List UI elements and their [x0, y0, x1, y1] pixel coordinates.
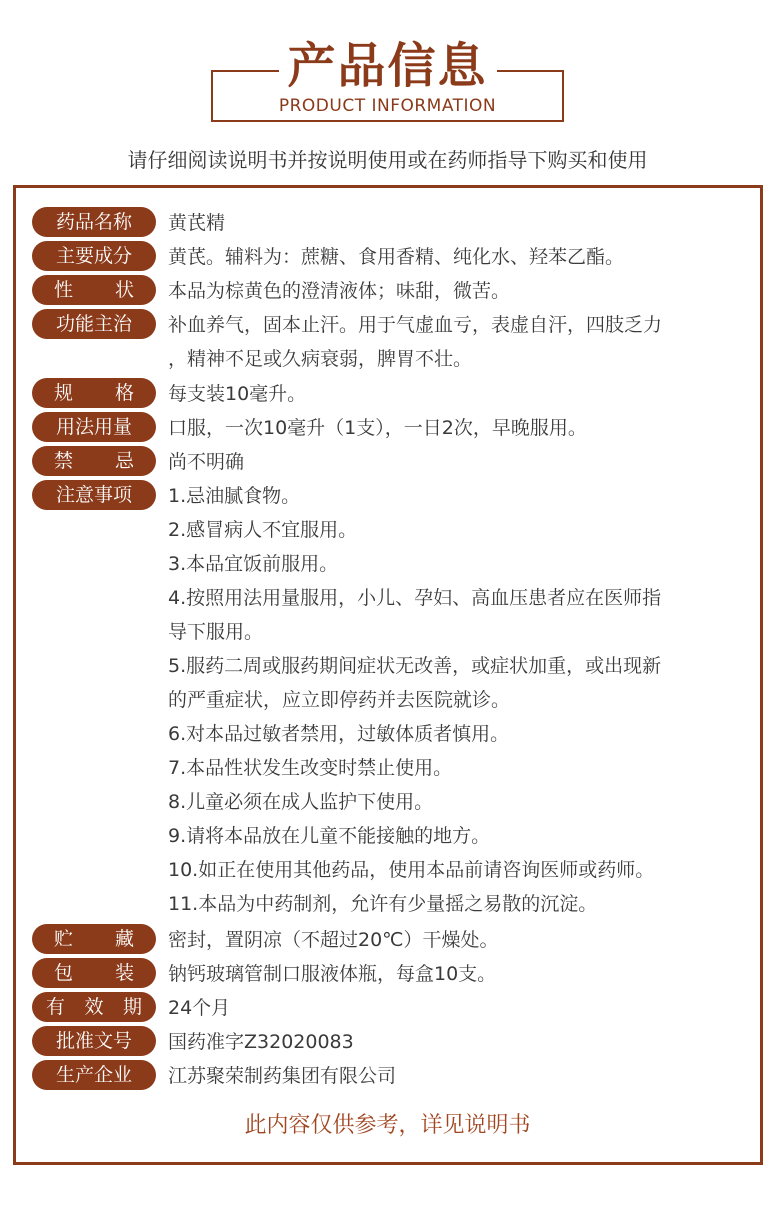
precaution-line: 导下服用。	[168, 621, 264, 643]
value-ingredients: 黄芪。辅料为：蔗糖、食用香精、纯化水、羟苯乙酯。	[168, 246, 625, 268]
header	[0, 0, 775, 130]
value-manufacturer: 江苏聚荣制药集团有限公司	[168, 1065, 397, 1087]
label-appearance: 性 状	[32, 275, 156, 305]
value-indications-line: 补血养气，固本止汗。用于气虚血亏，表虚自汗，四肢乏力	[168, 314, 663, 336]
label-manufacturer: 生产企业	[32, 1060, 156, 1090]
value-appearance: 本品为棕黄色的澄清液体；味甜，微苦。	[168, 280, 511, 302]
value-approval-number: 国药准字Z32020083	[168, 1031, 354, 1053]
value-specification: 每支装10毫升。	[168, 383, 307, 405]
precaution-line: 的严重症状，应立即停药并去医院就诊。	[168, 689, 511, 711]
label-specification: 规 格	[32, 378, 156, 408]
precaution-line: 9.请将本品放在儿童不能接触的地方。	[168, 825, 491, 847]
label-storage: 贮 藏	[32, 924, 156, 954]
label-dosage: 用法用量	[32, 412, 156, 442]
precaution-line: 3.本品宜饭前服用。	[168, 553, 339, 575]
label-ingredients: 主要成分	[32, 241, 156, 271]
precaution-line: 8.儿童必须在成人监护下使用。	[168, 791, 434, 813]
label-contraindications: 禁 忌	[32, 446, 156, 476]
reference-note: 此内容仅供参考，详见说明书	[244, 1113, 531, 1138]
precaution-line: 6.对本品过敏者禁用，过敏体质者慎用。	[168, 723, 510, 745]
label-shelf-life: 有效期	[32, 992, 156, 1022]
label-indications: 功能主治	[32, 309, 156, 339]
value-indications-line: ，精神不足或久病衰弱，脾胃不壮。	[168, 348, 473, 370]
label-drug-name: 药品名称	[32, 207, 156, 237]
value-storage: 密封，置阴凉（不超过20℃）干燥处。	[168, 929, 499, 951]
page-subtitle: PRODUCT INFORMATION	[278, 96, 497, 116]
precaution-line: 10.如正在使用其他药品，使用本品前请咨询医师或药师。	[168, 859, 655, 881]
precaution-line: 2.感冒病人不宜服用。	[168, 519, 358, 541]
precaution-line: 5.服药二周或服药期间症状无改善，或症状加重，或出现新	[168, 655, 662, 677]
usage-instruction: 请仔细阅读说明书并按说明使用或在药师指导下购买和使用	[127, 148, 648, 172]
value-dosage: 口服，一次10毫升（1支），一日2次，早晚服用。	[168, 417, 587, 439]
label-precautions: 注意事项	[32, 480, 156, 510]
page-title: 产品信息	[287, 38, 488, 94]
value-drug-name: 黄芪精	[168, 212, 226, 234]
precaution-line: 4.按照用法用量服用，小儿、孕妇、高血压患者应在医师指	[168, 587, 662, 609]
value-shelf-life: 24个月	[168, 997, 231, 1019]
value-contraindications: 尚不明确	[168, 451, 245, 473]
label-approval-number: 批准文号	[32, 1026, 156, 1056]
precaution-line: 11.本品为中药制剂，允许有少量摇之易散的沉淀。	[168, 893, 598, 915]
label-packaging: 包 装	[32, 958, 156, 988]
precaution-line: 7.本品性状发生改变时禁止使用。	[168, 757, 453, 779]
precaution-line: 1.忌油腻食物。	[168, 485, 301, 507]
value-packaging: 钠钙玻璃管制口服液体瓶，每盒10支。	[168, 963, 497, 985]
